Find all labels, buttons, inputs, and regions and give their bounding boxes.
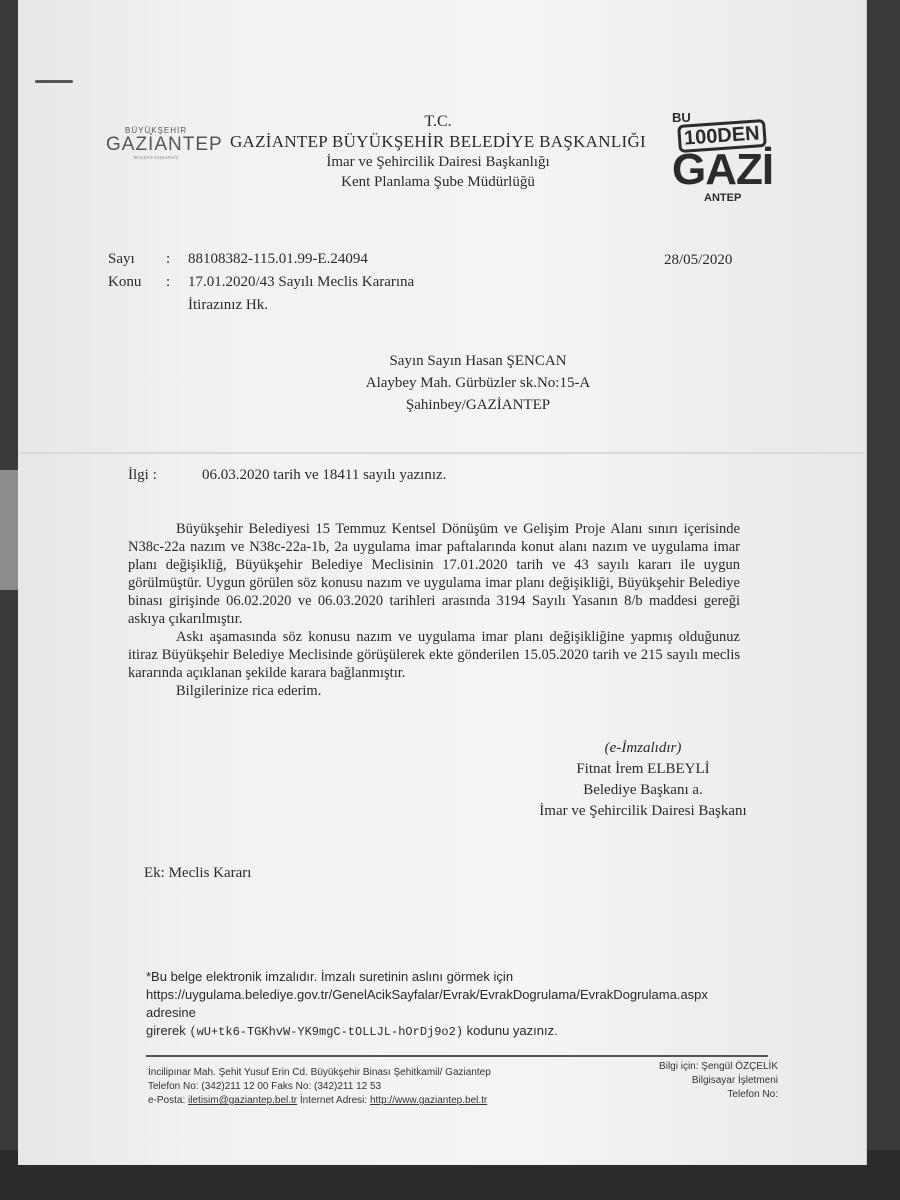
sayi-value: 88108382-115.01.99-E.24094	[188, 251, 368, 267]
campaign-logo-antep: ANTEP	[704, 192, 742, 204]
konu-label: Konu	[108, 274, 142, 290]
email-link[interactable]: iletisim@gaziantep.bel.tr	[188, 1095, 298, 1106]
document-meta	[108, 248, 414, 317]
sayi-label: Sayı	[108, 251, 135, 267]
municipality-logo	[106, 126, 223, 160]
logo-text-sub: BELEDİYE BAŞKANLIĞI	[133, 155, 179, 160]
footer-phone: Telefon No: (342)211 12 00 Faks No: (342)211 12 53	[148, 1081, 382, 1092]
reference-line	[128, 467, 446, 484]
verification-note	[146, 968, 756, 1041]
verification-pre: girerek	[146, 1023, 186, 1038]
esign-status: (e-İmzalıdır)	[604, 740, 682, 756]
recipient-block	[318, 350, 638, 416]
konu-value-cont: İtirazınız Hk.	[188, 297, 268, 313]
sayi-row	[108, 248, 414, 271]
campaign-logo	[658, 108, 774, 210]
signatory-name: Fitnat İrem ELBEYLİ	[576, 761, 710, 777]
document-date: 28/05/2020	[664, 252, 733, 268]
colon: :	[166, 251, 171, 267]
campaign-logo-gazi: GAZİ	[672, 145, 774, 194]
recipient-city: Şahinbey/GAZİANTEP	[405, 397, 551, 413]
info-phone: Telefon No:	[727, 1089, 778, 1100]
header-department: İmar ve Şehircilik Dairesi Başkanlığı	[326, 154, 550, 170]
email-label: e-Posta:	[148, 1095, 186, 1106]
footer-divider	[146, 1055, 768, 1057]
logo-text-main: GAZİANTEP	[106, 134, 223, 155]
header-institution: GAZİANTEP BÜYÜKŞEHİR BELEDİYE BAŞKANLIĞI	[229, 132, 647, 151]
letter-body	[128, 520, 740, 700]
footer-address: İncilipınar Mah. Şehit Yusuf Erin Cd. Büyükşehir Binası Şehitkamil/ Gaziantep	[148, 1067, 491, 1078]
colon: :	[166, 274, 171, 290]
verification-line-1: *Bu belge elektronik imzalıdır. İmzalı suretinin aslını görmek için	[146, 969, 514, 984]
footer-contact	[148, 1066, 568, 1108]
campaign-logo-100den: 100DEN	[677, 119, 766, 153]
konu-value: 17.01.2020/43 Sayılı Meclis Kararına	[188, 274, 415, 290]
document-page	[18, 0, 867, 1165]
verification-url: https://uygulama.belediye.gov.tr/GenelAcikSayfalar/Evrak/EvrakDogrulama/EvrakDogrulama.aspx adresine	[146, 987, 708, 1020]
ilgi-label: İlgi :	[128, 467, 157, 483]
info-contact: Bilgi için: Şengül ÖZÇELİK	[659, 1061, 778, 1072]
info-role: Bilgisayar İşletmeni	[691, 1075, 778, 1086]
campaign-logo-bu: BU	[672, 110, 691, 125]
ilgi-text: 06.03.2020 tarih ve 18411 sayılı yazınız.	[202, 467, 447, 483]
body-paragraph-1: Büyükşehir Belediyesi 15 Temmuz Kentsel Dönüşüm ve Gelişim Proje Alanı sınırı içerisinde N38c-22a nazım ve N38c-22a-1b, 2a uygulama imar paftalarında konut alanı nazım ve uygulama imar planı değişikliğ, Büyükşehir Belediye Meclisinin 17.01.2020 tarih ve 43 sayılı kararı ile uygun görülmüştür. Uygun görülen söz konusu nazım ve uygulama imar planı değişikliği, Büyükşehir Belediye binası girişinde 06.02.2020 ve 06.03.2020 tarihleri arasında 3194 Sayılı Yasanın 8/b maddesi gereği askıya çıkarılmıştır.	[128, 521, 740, 627]
verification-post: kodunu yazınız.	[466, 1023, 558, 1038]
signatory-title: Belediye Başkanı a.	[583, 782, 703, 798]
header-branch: Kent Planlama Şube Müdürlüğü	[341, 174, 535, 190]
footer-email-web	[148, 1094, 568, 1108]
recipient-name: Sayın Sayın Hasan ŞENCAN	[389, 353, 567, 369]
verification-line-3	[146, 1022, 756, 1041]
staple-mark	[35, 80, 73, 83]
signature-block	[528, 738, 758, 822]
website-link[interactable]: http://www.gaziantep.bel.tr	[369, 1095, 488, 1106]
recipient-address: Alaybey Mah. Gürbüzler sk.No:15-A	[365, 375, 591, 391]
body-closing: Bilgilerinize rica ederim.	[176, 683, 322, 699]
letterhead	[218, 112, 658, 192]
web-label: İnternet Adresi:	[299, 1095, 368, 1106]
signatory-department: İmar ve Şehircilik Dairesi Başkanı	[539, 803, 747, 819]
body-paragraph-2: Askı aşamasında söz konusu nazım ve uygulama imar planı değişikliğine yapmış olduğunuz itiraz Büyükşehir Belediye Meclisinde görüşülerek ekte gönderilen 15.05.2020 tarih ve 215 sayılı meclis kararında açıklanan şekilde karara bağlanmıştır.	[128, 629, 740, 681]
verification-code: (wU+tk6-TGKhvW-YK9mgC-tOLLJL-hOrDj9o2)	[189, 1025, 464, 1039]
attachment-note: Ek: Meclis Kararı	[144, 865, 252, 881]
konu-row	[108, 271, 414, 294]
header-tc: T.C.	[424, 113, 452, 130]
logo-text-top: BÜYÜKŞEHİR	[124, 126, 187, 135]
paper-fold	[18, 452, 866, 454]
footer-info	[578, 1060, 778, 1102]
konu-row-2	[108, 294, 414, 317]
